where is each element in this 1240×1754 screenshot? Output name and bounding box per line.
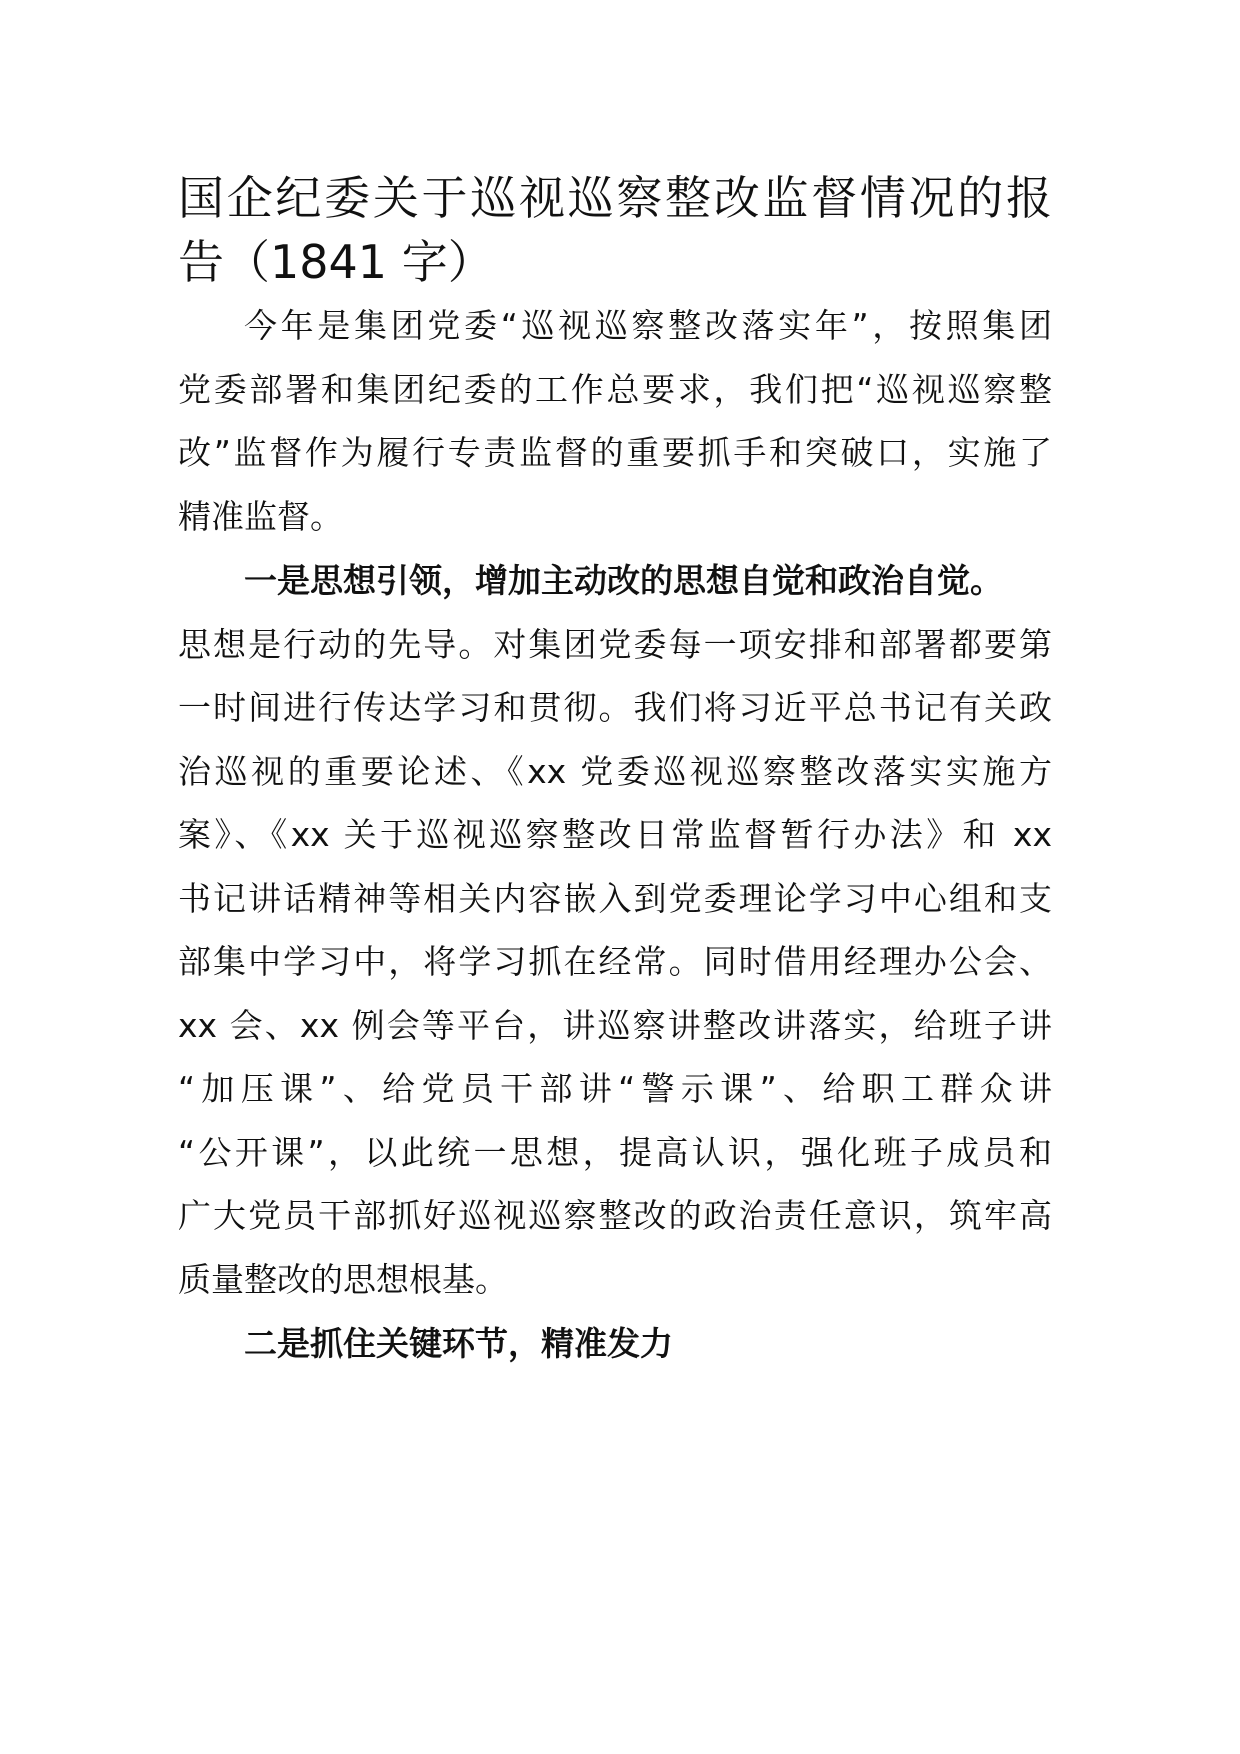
document-title (178, 166, 1052, 294)
text-line: 党委部署和集团纪委的工作总要求，我们把“巡视巡察整 (178, 369, 1052, 409)
text-line: “加压课”、给党员干部讲“警示课”、给职工群众讲 (178, 1069, 1052, 1108)
text-line: 改”监督作为履行专责监督的重要抓手和突破口，实施了 (178, 433, 1052, 472)
title-line: 告（1841 字） (178, 235, 494, 289)
text-line: 一时间进行传达学习和贯彻。我们将习近平总书记有关政 (178, 688, 1052, 727)
text-line: 思想是行动的先导。对集团党委每一项安排和部署都要第 (178, 624, 1052, 664)
paragraph-point-two (178, 1312, 1052, 1376)
document-body (178, 294, 1052, 1376)
text-line: 广大党员干部抓好巡视巡察整改的政治责任意识，筑牢高 (178, 1196, 1052, 1235)
text-line: 质量整改的思想根基。 (178, 1259, 508, 1299)
section-heading: 二是抓住关键环节，精准发力 (244, 1324, 673, 1363)
paragraph-point-one (178, 549, 1052, 1311)
title-line: 国企纪委关于巡视巡察整改监督情况的报 (178, 171, 1052, 225)
text-line: xx 会、xx 例会等平台，讲巡察讲整改讲落实，给班子讲 (178, 1005, 1052, 1045)
text-line: “公开课”，以此统一思想，提高认识，强化班子成员和 (178, 1132, 1052, 1172)
text-line: 书记讲话精神等相关内容嵌入到党委理论学习中心组和支 (178, 878, 1052, 918)
text-line: 部集中学习中，将学习抓在经常。同时借用经理办公会、 (178, 942, 1052, 981)
section-heading: 一是思想引领，增加主动改的思想自觉和政治自觉。 (244, 561, 1003, 600)
paragraph-intro (178, 294, 1052, 548)
document-page (178, 166, 1052, 1376)
text-line: 今年是集团党委“巡视巡察整改落实年”，按照集团 (244, 306, 1052, 345)
text-line: 治巡视的重要论述、《xx 党委巡视巡察整改落实实施方 (178, 751, 1052, 791)
text-line: 精准监督。 (178, 496, 343, 536)
text-line: 案》、《xx 关于巡视巡察整改日常监督暂行办法》和 xx (178, 815, 1052, 854)
